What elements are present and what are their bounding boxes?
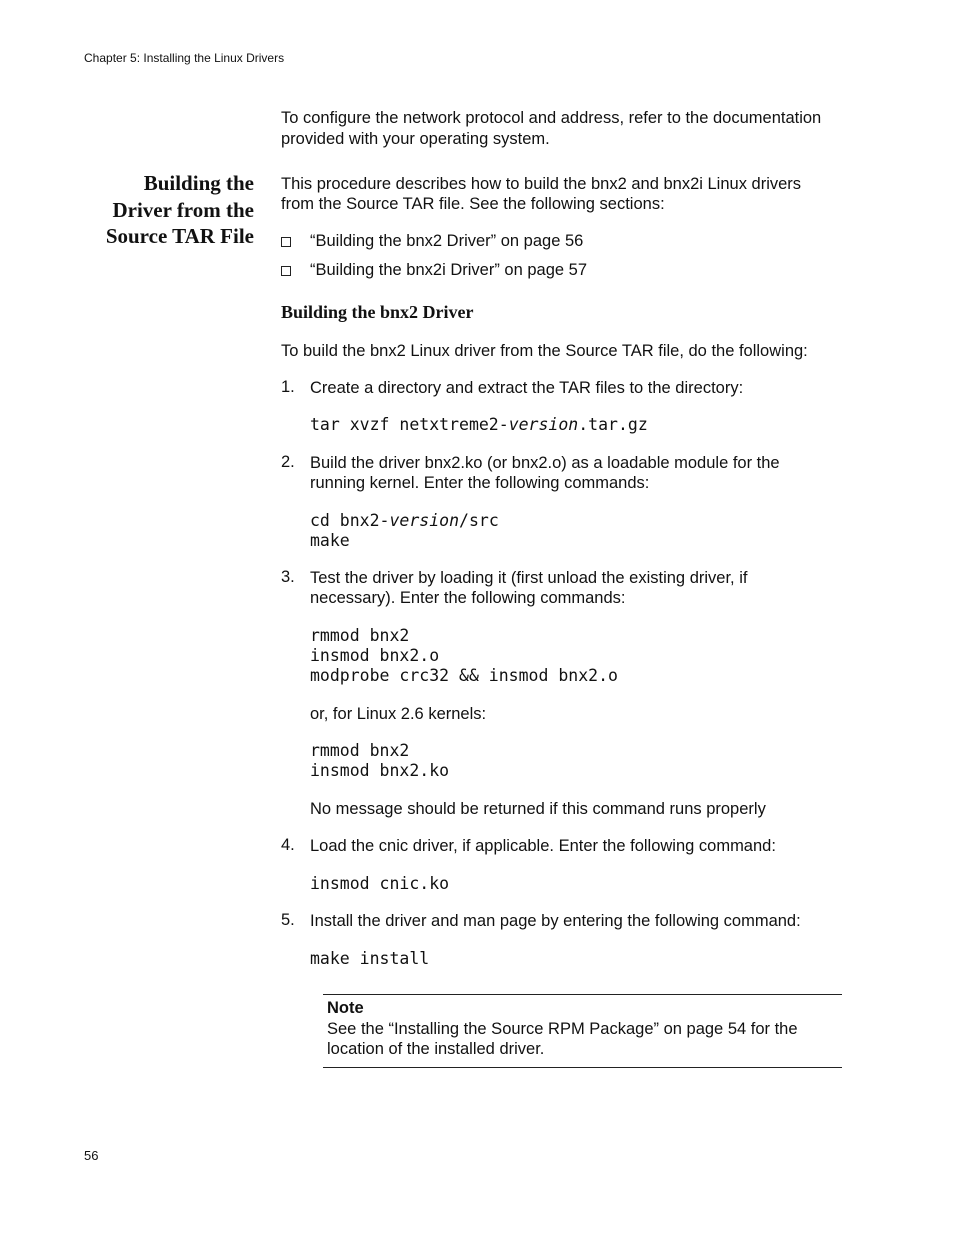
list-item — [281, 260, 841, 280]
code-variable: version — [508, 415, 579, 434]
step-number: 5. — [281, 911, 295, 929]
code-text: cd bnx2- — [310, 511, 390, 530]
code-line: insmod bnx2.ko — [310, 761, 450, 780]
step-number: 1. — [281, 378, 295, 396]
step-2-line-2: running kernel. Enter the following commands: — [310, 474, 650, 492]
code-line: rmmod bnx2 — [310, 741, 410, 760]
step-number: 2. — [281, 453, 295, 471]
step-4-text: Load the cnic driver, if applicable. Enter the following command: — [310, 837, 776, 855]
code-text: tar xvzf netxtreme2- — [310, 415, 509, 434]
code-test-driver — [310, 626, 618, 686]
code-line: make — [310, 531, 350, 550]
linux26-note: or, for Linux 2.6 kernels: — [310, 705, 487, 723]
bullet-list — [281, 231, 841, 280]
note-text — [327, 1019, 798, 1059]
note-line-1: See the “Installing the Source RPM Package” on page 54 for the — [327, 1020, 798, 1038]
code-line: insmod bnx2.o — [310, 646, 440, 665]
step-1-text: Create a directory and extract the TAR files to the directory: — [310, 379, 744, 397]
step-2-line-1: Build the driver bnx2.ko (or bnx2.o) as a loadable module for the — [310, 454, 780, 472]
no-message-text: No message should be returned if this command runs properly — [310, 800, 766, 818]
code-cd-make — [310, 511, 499, 551]
code-line: modprobe crc32 && insmod bnx2.o — [310, 666, 618, 685]
intro-line-1: To configure the network protocol and address, refer to the documentation — [281, 109, 822, 127]
code-line: rmmod bnx2 — [310, 626, 410, 645]
subsection-title: Building the bnx2 Driver — [281, 302, 474, 322]
step-3-line-1: Test the driver by loading it (first unload the existing driver, if — [310, 569, 748, 587]
note-box — [323, 994, 842, 1068]
page-number: 56 — [84, 1148, 99, 1163]
code-linux26 — [310, 741, 449, 781]
code-cnic: insmod cnic.ko — [310, 874, 450, 893]
step-number: 4. — [281, 836, 295, 854]
step-3-line-2: necessary). Enter the following commands: — [310, 589, 626, 607]
section-title-line-3: Source TAR File — [105, 224, 254, 248]
bullet-link-bnx2i[interactable]: “Building the bnx2i Driver” on page 57 — [310, 261, 587, 279]
code-text: /src — [459, 511, 499, 530]
section-title-line-1: Building the — [143, 171, 254, 195]
checkbox-bullet-icon — [281, 266, 291, 276]
section-title-line-2: Driver from the — [112, 197, 254, 222]
note-label: Note — [327, 999, 364, 1017]
code-variable: version — [389, 511, 460, 530]
code-text: .tar.gz — [578, 415, 648, 434]
section-desc-line-2: from the Source TAR file. See the following sections: — [281, 195, 665, 213]
bullet-link-bnx2[interactable]: “Building the bnx2 Driver” on page 56 — [310, 232, 584, 250]
subsection-intro: To build the bnx2 Linux driver from the Source TAR file, do the following: — [281, 342, 808, 360]
step-number: 3. — [281, 568, 295, 586]
intro-paragraph — [281, 108, 821, 149]
step-3-text — [310, 568, 747, 608]
section-description — [281, 174, 801, 214]
chapter-header: Chapter 5: Installing the Linux Drivers — [84, 51, 285, 65]
section-title — [60, 170, 254, 250]
intro-line-2: provided with your operating system. — [281, 130, 550, 148]
section-desc-line-1: This procedure describes how to build the bnx2 and bnx2i Linux drivers — [281, 175, 802, 193]
checkbox-bullet-icon — [281, 237, 291, 247]
step-2-text — [310, 453, 780, 493]
code-tar — [310, 415, 648, 435]
step-5-text: Install the driver and man page by entering the following command: — [310, 912, 801, 930]
code-make-install: make install — [310, 949, 430, 968]
list-item — [281, 231, 841, 251]
note-line-2: location of the installed driver. — [327, 1040, 545, 1058]
